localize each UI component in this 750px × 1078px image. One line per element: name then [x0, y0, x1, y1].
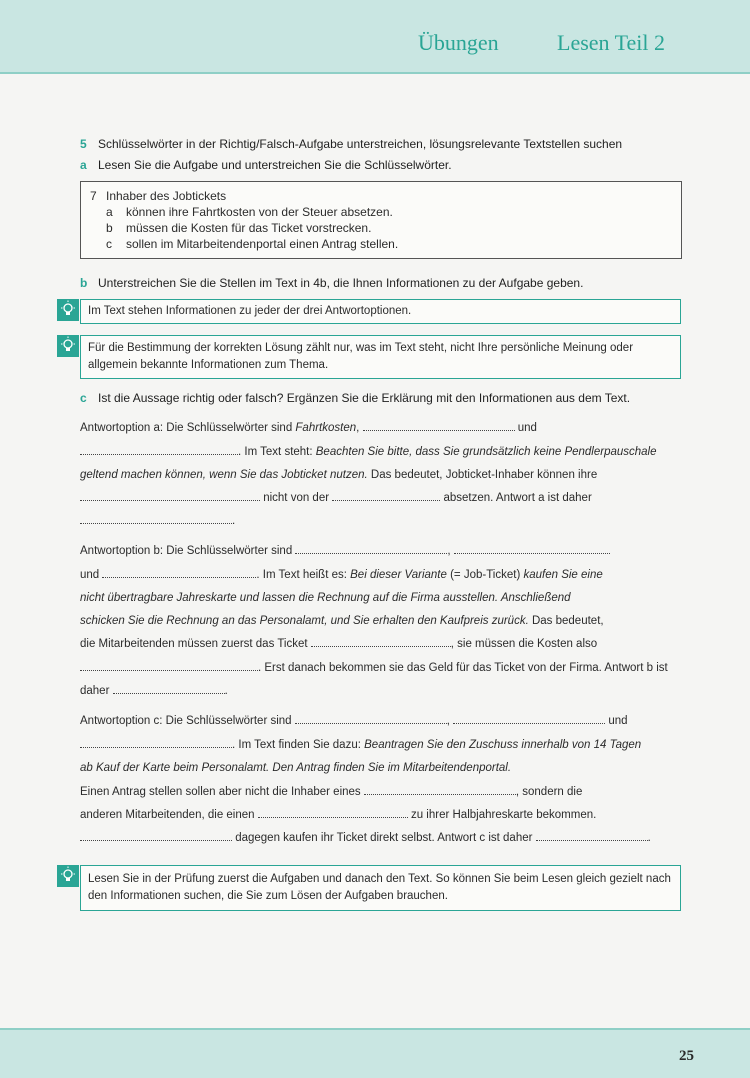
fill-in-blank[interactable] [80, 660, 258, 671]
option-b-line: schicken Sie die Rechnung an das Personalamt, und Sie erhalten den Kaufpreis zurück. Das bedeutet, [80, 615, 604, 627]
fill-in-blank[interactable] [454, 543, 610, 554]
tip-box [80, 299, 681, 324]
question-number: 7 [90, 189, 97, 203]
option-b-line: . Erst danach bekommen sie das Geld für das Ticket von der Firma. Antwort b ist [80, 660, 680, 676]
subtask-c [80, 391, 630, 405]
option-a-line: geltend machen können, wenn Sie das Jobticket nutzen. Das bedeutet, Jobticket-Inhaber können ihre [80, 469, 598, 481]
question-option-text: können ihre Fahrtkosten von der Steuer absetzen. [126, 205, 393, 219]
option-b-line: die Mitarbeitenden müssen zuerst das Ticket , sie müssen die Kosten also [80, 638, 598, 650]
lightbulb-icon [57, 299, 79, 321]
fill-in-blank[interactable] [258, 807, 408, 818]
question-option: c [106, 237, 112, 251]
question-option: a [106, 205, 113, 219]
option-a-line: . Im Text steht: Beachten Sie bitte, dass Sie grundsätzlich keine Pendlerpauschale [80, 444, 680, 460]
section-title: Übungen [418, 30, 499, 55]
question-option-text: sollen im Mitarbeitendenportal einen Antrag stellen. [126, 237, 399, 251]
tip-text: Lesen Sie in der Prüfung zuerst die Aufgaben und danach den Text. So können Sie beim Lesen gleich gezielt nach den Informationen suchen, die Sie zum Lösen der Aufgaben brauchen. [88, 873, 671, 902]
fill-in-blank[interactable] [363, 420, 515, 431]
question-option: b [106, 221, 113, 235]
subtask-b [80, 276, 583, 290]
header-divider [0, 72, 750, 74]
option-b-line: und . Im Text heißt es: Bei dieser Variante (= Job-Ticket) kaufen Sie eine [80, 569, 603, 581]
fill-in-blank[interactable] [80, 490, 260, 501]
option-a-line: . [80, 513, 680, 529]
fill-in-blank[interactable] [311, 636, 451, 647]
fill-in-blank[interactable] [80, 444, 238, 455]
fill-in-blank[interactable] [102, 567, 256, 578]
fill-in-blank[interactable] [453, 713, 605, 724]
option-b-line: Antwortoption b: Die Schlüsselwörter sind , [80, 543, 680, 559]
fill-in-blank[interactable] [295, 713, 447, 724]
task-number: 5 [80, 137, 87, 151]
subtask-b-marker: b [80, 276, 88, 290]
subtask-a-marker: a [80, 158, 87, 172]
tip-box [80, 335, 681, 379]
option-c-line: anderen Mitarbeitenden, die einen zu ihrer Halbjahreskarte bekommen. [80, 809, 597, 821]
question-box [80, 181, 682, 259]
option-c-line: Einen Antrag stellen sollen aber nicht die Inhaber eines , sondern die [80, 786, 583, 798]
page-number: 25 [679, 1048, 694, 1064]
fill-in-blank[interactable] [295, 543, 447, 554]
fill-in-blank[interactable] [80, 830, 232, 841]
option-c-line: Antwortoption c: Die Schlüsselwörter sind , und [80, 715, 628, 727]
fill-in-blank[interactable] [80, 513, 232, 524]
option-b-line: nicht übertragbare Jahreskarte und lassen die Rechnung auf die Firma ausstellen. Anschließend [80, 592, 571, 604]
fill-in-blank[interactable] [113, 683, 225, 694]
task-title: Schlüsselwörter in der Richtig/Falsch-Aufgabe unterstreichen, lösungsrelevante Textstellen suchen [98, 137, 623, 151]
subtask-a-text: Lesen Sie die Aufgabe und unterstreichen Sie die Schlüsselwörter. [98, 158, 452, 172]
chapter-title: Lesen Teil 2 [557, 30, 666, 55]
tip-text: Im Text stehen Informationen zu jeder der drei Antwortoptionen. [88, 305, 412, 317]
fill-in-blank[interactable] [364, 784, 516, 795]
subtask-b-text: Unterstreichen Sie die Stellen im Text in 4b, die Ihnen Informationen zu der Aufgabe geben. [98, 276, 584, 290]
question-title: Inhaber des Jobtickets [106, 189, 227, 203]
fill-in-blank[interactable] [80, 737, 232, 748]
lightbulb-icon [57, 865, 79, 887]
subtask-c-marker: c [80, 391, 87, 405]
option-c-line: . Im Text finden Sie dazu: Beantragen Sie den Zuschuss innerhalb von 14 Tagen [80, 737, 680, 753]
option-a-line: Antwortoption a: Die Schlüsselwörter sind Fahrtkosten, und [80, 422, 537, 434]
subtask-c-text: Ist die Aussage richtig oder falsch? Ergänzen Sie die Erklärung mit den Informationen aus dem Text. [98, 391, 631, 405]
subtask-a [80, 158, 452, 172]
option-c-line: dagegen kaufen ihr Ticket direkt selbst. Antwort c ist daher . [80, 830, 680, 846]
option-b-line: daher . [80, 685, 228, 697]
fill-in-blank[interactable] [332, 490, 440, 501]
lightbulb-icon [57, 335, 79, 357]
option-c-line: ab Kauf der Karte beim Personalamt. Den Antrag finden Sie im Mitarbeitendenportal. [80, 762, 512, 774]
task-heading [80, 137, 720, 151]
fill-in-blank[interactable] [536, 830, 648, 841]
tip-text: Für die Bestimmung der korrekten Lösung zählt nur, was im Text steht, nicht Ihre persönliche Meinung oder allgemein bekannte Informationen zum Thema. [88, 342, 634, 371]
page-footer [0, 1030, 750, 1078]
question-option-text: müssen die Kosten für das Ticket vorstrecken. [126, 221, 372, 235]
tip-box [80, 865, 681, 911]
option-a-line: nicht von der absetzen. Antwort a ist daher [80, 490, 680, 506]
